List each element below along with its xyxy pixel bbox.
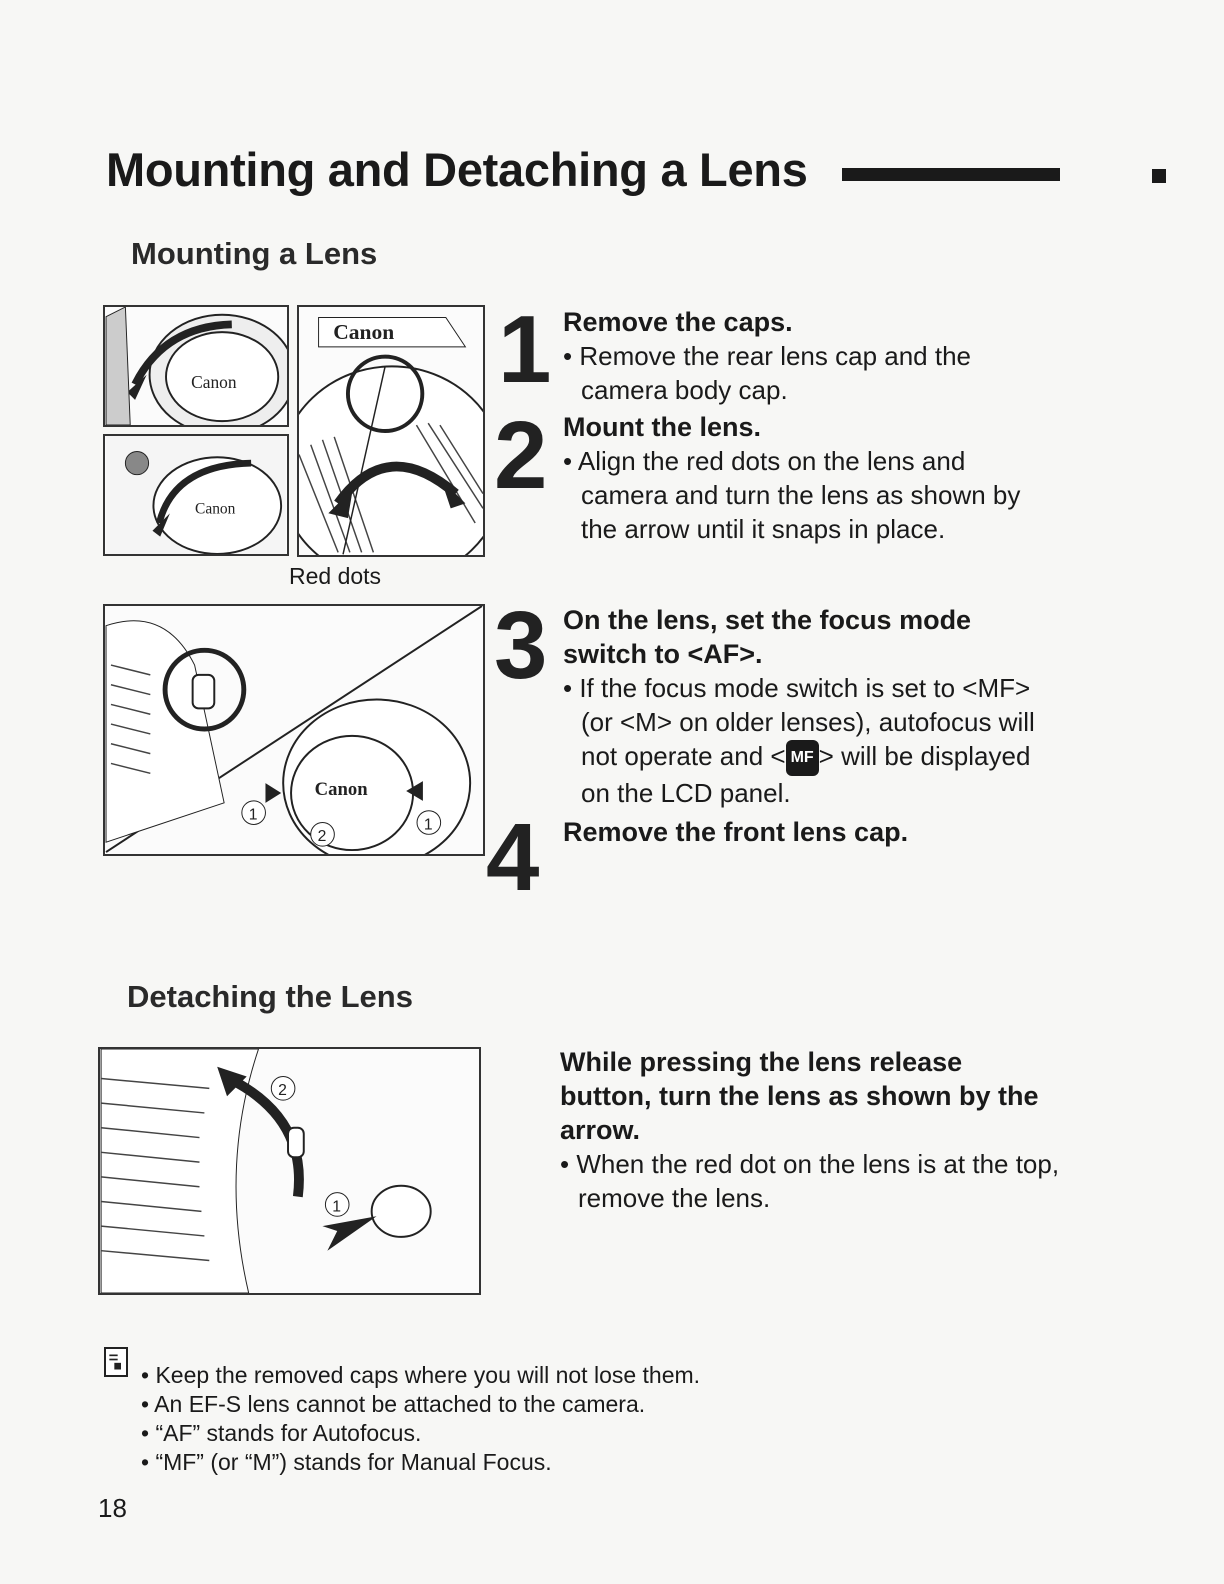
circled-two-a: 2	[317, 828, 327, 846]
circled-one-a: 1	[248, 806, 258, 824]
align-dots-illustration	[297, 305, 485, 557]
canon-logo-3: Canon	[333, 320, 395, 344]
step-2-number: 2	[494, 402, 544, 509]
note-icon	[104, 1347, 128, 1377]
circled-two-c: 2	[278, 1082, 287, 1100]
mf-lcd-icon: MF	[786, 740, 819, 776]
detach-instructions	[560, 1045, 1060, 1215]
detaching-section-title: Detaching the Lens	[127, 979, 413, 1014]
rear-cap-illustration	[103, 305, 289, 427]
circled-one-c: 1	[332, 1198, 342, 1216]
focus-switch-illustration	[103, 604, 485, 856]
canon-logo-1: Canon	[191, 372, 237, 393]
corner-mark	[1152, 169, 1166, 183]
step-3-bullet	[563, 671, 1061, 810]
step-1-bullet: • Remove the rear lens cap and the camera body cap.	[563, 341, 972, 405]
step-1-number: 1	[498, 296, 548, 403]
canon-logo-4: Canon	[314, 778, 368, 800]
step-3-heading: On the lens, set the focus mode switch to <AF>.	[563, 605, 972, 669]
step-4-number: 4	[486, 804, 536, 911]
step-2-heading: Mount the lens.	[563, 412, 761, 442]
step-4	[563, 815, 1043, 849]
note-item: • Keep the removed caps where you will not lose them.	[141, 1362, 701, 1388]
step-1-heading: Remove the caps.	[563, 307, 793, 337]
step-3-bullet-text-a: • If the focus mode switch is set to <MF> (or <M> on older lenses), autofocus will not operate and <	[563, 673, 1035, 771]
step-2	[563, 410, 1043, 546]
body-cap-illustration	[103, 434, 289, 556]
step-3-bullet-text-b: > will be displayed on the LCD panel.	[581, 741, 1031, 808]
page-number: 18	[98, 1493, 127, 1523]
page-title: Mounting and Detaching a Lens	[106, 143, 808, 196]
mounting-section-title: Mounting a Lens	[131, 236, 378, 271]
canon-logo-2: Canon	[195, 500, 236, 518]
circled-one-b: 1	[423, 816, 433, 834]
detach-illustration	[98, 1047, 481, 1295]
detach-bullet: • When the red dot on the lens is at the top, remove the lens.	[560, 1149, 1060, 1213]
note-item: • An EF-S lens cannot be attached to the camera.	[141, 1391, 646, 1417]
step-2-bullet: • Align the red dots on the lens and camera and turn the lens as shown by the arrow until it snaps in place.	[563, 446, 1021, 544]
title-rule	[842, 168, 1060, 181]
notes-list	[141, 1361, 841, 1477]
step-4-heading: Remove the front lens cap.	[563, 817, 909, 847]
step-1	[563, 305, 1043, 407]
note-item: • “AF” stands for Autofocus.	[141, 1420, 422, 1446]
detach-heading: While pressing the lens release button, turn the lens as shown by the arrow.	[560, 1047, 1039, 1145]
red-dots-caption: Red dots	[289, 563, 382, 589]
note-item: • “MF” (or “M”) stands for Manual Focus.	[141, 1449, 552, 1475]
step-3	[563, 603, 1043, 810]
step-3-number: 3	[494, 592, 544, 699]
